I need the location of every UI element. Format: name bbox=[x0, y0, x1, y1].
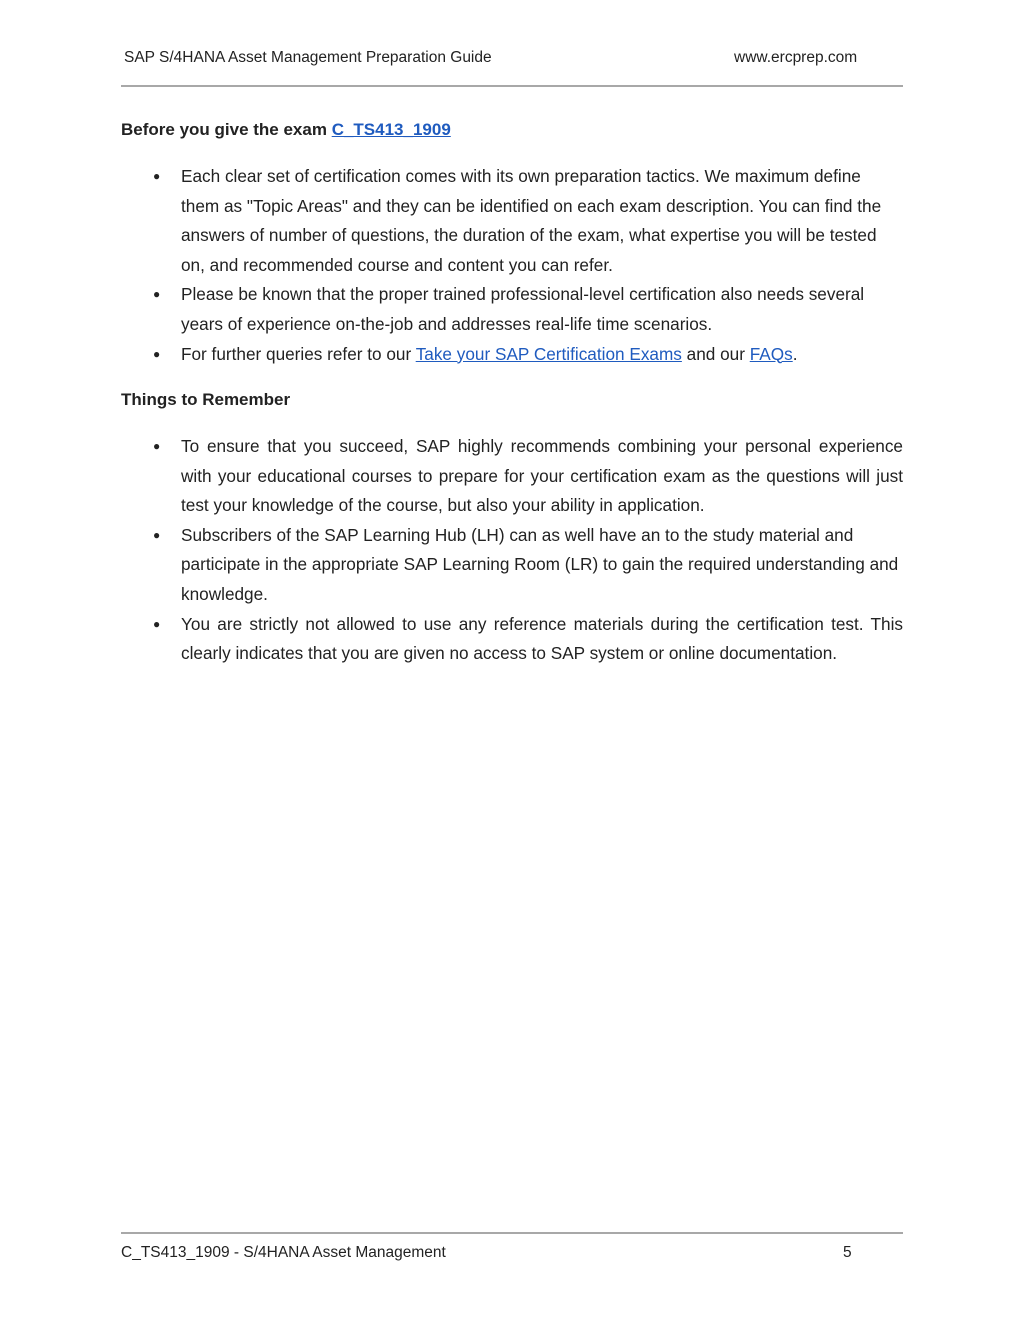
list-item bbox=[121, 280, 903, 339]
section-heading-before-exam bbox=[121, 120, 451, 140]
faqs-link[interactable]: FAQs bbox=[749, 343, 793, 364]
list-item bbox=[121, 162, 903, 280]
footer-label: C_TS413_1909 - S/4HANA Asset Management bbox=[121, 1244, 446, 1261]
bullet-icon: ● bbox=[153, 169, 161, 183]
page-number: 5 bbox=[843, 1244, 852, 1261]
list-item-text: Each clear set of certification comes with its own preparation tactics. We maximum define them as "Topic Areas" and they can be identified on each exam description. You can find the answers of number of questions, the duration of the exam, what expertise you will be tested on, and recommended course and content you can refer. bbox=[181, 166, 882, 275]
list-item-prefix: For further queries refer to our bbox=[181, 343, 416, 364]
header-divider bbox=[121, 85, 903, 87]
list-item bbox=[121, 340, 903, 370]
bullet-icon: ● bbox=[153, 616, 161, 631]
list-item-middle: and our bbox=[681, 343, 750, 364]
exam-code-link[interactable]: C_TS413_1909 bbox=[331, 120, 451, 139]
before-exam-list bbox=[121, 162, 903, 369]
list-item-text: Please be known that the proper trained professional-level certification also needs several years of experience on-the-job and addresses real-life time scenarios. bbox=[181, 284, 865, 334]
header-website: www.ercprep.com bbox=[734, 49, 858, 66]
bullet-icon: ● bbox=[153, 287, 161, 302]
section-heading-things-to-remember: Things to Remember bbox=[121, 390, 291, 409]
heading-prefix: Before you give the exam bbox=[121, 120, 332, 139]
list-item bbox=[121, 432, 903, 521]
list-item bbox=[121, 521, 903, 610]
bullet-icon: ● bbox=[153, 439, 161, 453]
list-item-text: To ensure that you succeed, SAP highly recommends combining your personal experience with your educational courses to prepare for your certification exam as the questions will just test your knowledge of the course, but also your ability in application. bbox=[181, 436, 903, 516]
header-title: SAP S/4HANA Asset Management Preparation Guide bbox=[124, 49, 492, 66]
bullet-icon: ● bbox=[153, 346, 161, 361]
bullet-icon: ● bbox=[153, 527, 161, 542]
list-item bbox=[121, 610, 903, 669]
certification-exams-link[interactable]: Take your SAP Certification Exams bbox=[415, 343, 682, 364]
footer-divider bbox=[121, 1232, 903, 1234]
things-to-remember-list bbox=[121, 432, 903, 669]
list-item-text: You are strictly not allowed to use any reference materials during the certification test. This clearly indicates that you are given no access to SAP system or online documentation. bbox=[181, 613, 903, 664]
list-item-text: Subscribers of the SAP Learning Hub (LH) can as well have an to the study material and participate in the appropriate SAP Learning Room (LR) to gain the required understanding and knowledge. bbox=[181, 524, 899, 604]
list-item-suffix: . bbox=[792, 343, 798, 364]
